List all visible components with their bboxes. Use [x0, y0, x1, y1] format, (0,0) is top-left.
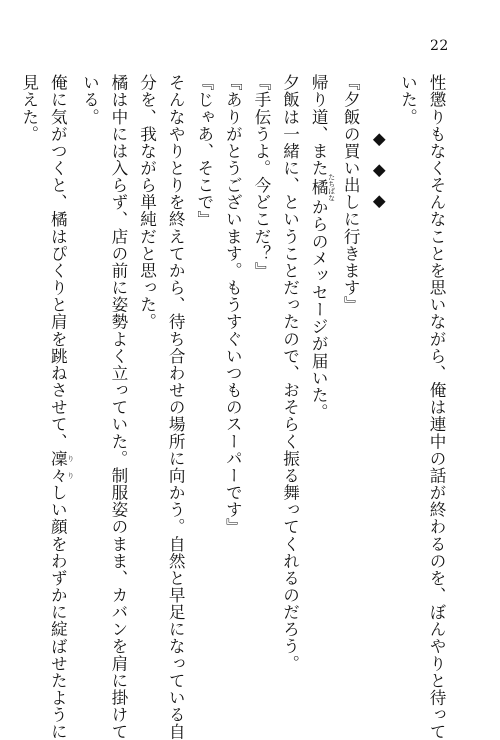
- scene-break-diamonds: ◆◆◆: [369, 129, 389, 222]
- text-line: いる。: [80, 74, 100, 126]
- text-fragment: 帰り道、また: [309, 74, 329, 177]
- text-fragment: からのメッセージが届いた。: [309, 198, 329, 421]
- text-line: 橘は中には入らず、店の前に姿勢よく立っていた。制服姿のまま、カバンを肩に掛けて: [108, 74, 128, 740]
- ruby-base: 橘: [309, 173, 329, 202]
- ruby-base: 々: [48, 466, 68, 484]
- text-line: 『夕飯の買い出しに行きます』: [341, 74, 361, 314]
- ruby-word: [309, 173, 336, 202]
- text-line: 分を、我ながら単純だと思った。: [137, 74, 157, 331]
- text-fragment: しい顔をわずかに綻ばせたように: [48, 483, 68, 740]
- text-line: [304, 74, 336, 674]
- text-line: 性懲りもなくそんなことを思いながら、俺は連中の話が終わるのを、ぼんやりと待って: [427, 74, 446, 740]
- text-line: 夕飯は一緒に、ということだったので、おそらく振る舞ってくれるのだろう。: [280, 74, 300, 672]
- text-line: そんなやりとりを終えてから、待ち合わせの場所に向かう。自然と早足になっている自: [166, 74, 186, 740]
- text-line: 『じゃあ、そこで』: [194, 74, 214, 228]
- text-fragment: 俺に気がつくと、橘はぴくりと肩を跳ねさせて、: [48, 74, 68, 450]
- page-number: 22: [430, 38, 449, 54]
- ruby-reading: り: [66, 466, 75, 484]
- text-line: [43, 74, 75, 740]
- ruby-base: 凜: [48, 449, 68, 467]
- ruby-reading: り: [66, 449, 75, 467]
- ruby-word: [48, 449, 75, 484]
- text-line: いた。: [398, 74, 418, 126]
- text-line: 『手伝うよ。今どこだ？』: [251, 74, 271, 279]
- body-text: [14, 74, 450, 740]
- text-line: 見えた。: [19, 74, 39, 143]
- text-line: 『ありがとうございます。もうすぐいつものスーパーです』: [223, 74, 243, 536]
- ruby-reading: たちばな: [327, 173, 336, 202]
